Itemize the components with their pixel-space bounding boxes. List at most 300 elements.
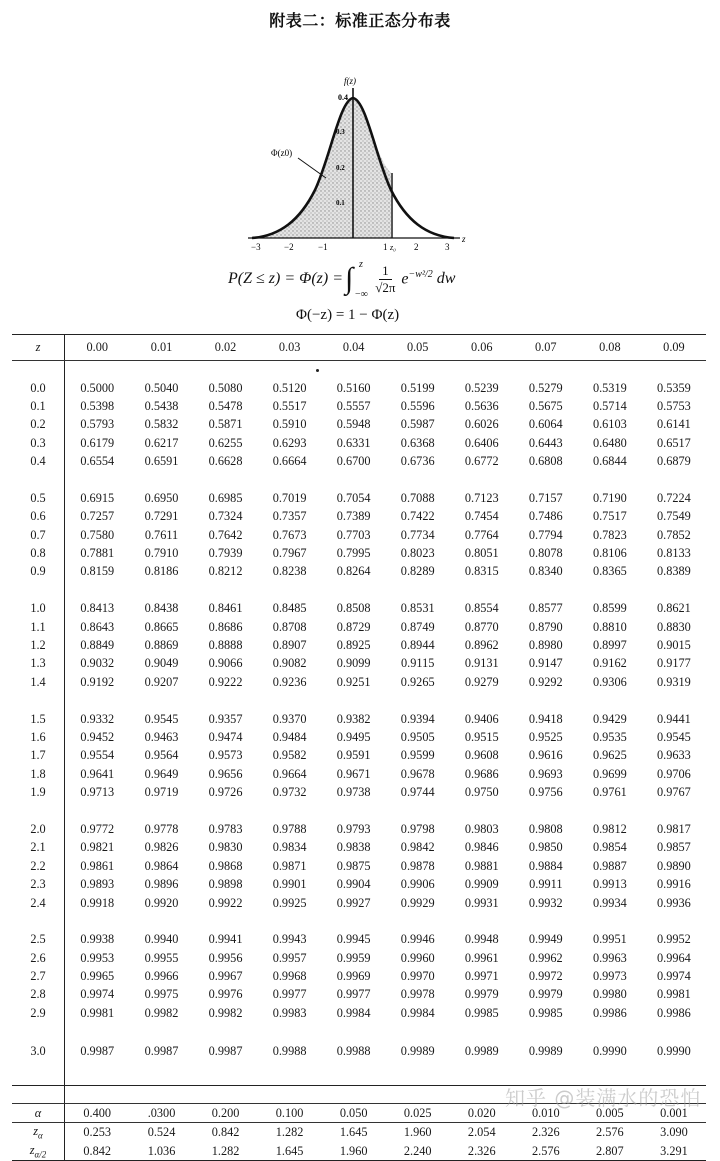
z-alpha-value: 1.960 bbox=[403, 1125, 432, 1140]
alpha-value: 0.010 bbox=[514, 1104, 578, 1123]
probability-cell: 0.9554 bbox=[80, 748, 115, 763]
probability-cell: 0.9951 bbox=[592, 932, 627, 947]
table-row bbox=[12, 728, 706, 746]
page-title: 附表二：标准正态分布表 bbox=[269, 11, 451, 30]
svg-text:3: 3 bbox=[445, 242, 450, 252]
z-value: 1.9 bbox=[12, 783, 65, 801]
alpha-value: 0.025 bbox=[386, 1104, 450, 1123]
table-row bbox=[12, 452, 706, 470]
probability-cell: 0.5279 bbox=[528, 380, 563, 395]
probability-cell: 0.9985 bbox=[464, 1005, 499, 1020]
probability-cell: 0.7642 bbox=[208, 527, 243, 542]
probability-cell: 0.6443 bbox=[528, 435, 563, 450]
watermark: 知乎 @装满水的恐怕 bbox=[505, 1086, 702, 1110]
z-column-header: z bbox=[12, 335, 65, 361]
probability-cell: 0.9591 bbox=[336, 748, 371, 763]
probability-cell: 0.8577 bbox=[528, 601, 563, 616]
symmetry-formula: Φ(−z) = 1 − Φ(z) bbox=[296, 307, 400, 323]
probability-cell: 0.9525 bbox=[528, 730, 563, 744]
probability-cell: 0.8531 bbox=[400, 601, 435, 616]
probability-cell: 0.9207 bbox=[144, 674, 179, 689]
probability-cell: 0.9962 bbox=[528, 950, 563, 965]
probability-cell: 0.6664 bbox=[272, 454, 307, 469]
row-group-spacer bbox=[12, 1023, 706, 1041]
probability-cell: 0.9976 bbox=[208, 987, 243, 1002]
probability-cell: 0.9961 bbox=[464, 950, 499, 965]
probability-cell: 0.7852 bbox=[657, 527, 691, 542]
probability-cell: 0.9984 bbox=[336, 1005, 371, 1020]
svg-text:0.4: 0.4 bbox=[338, 93, 348, 102]
probability-cell: 0.9981 bbox=[80, 1005, 115, 1020]
probability-cell: 0.5871 bbox=[208, 417, 243, 432]
probability-cell: 0.9664 bbox=[272, 766, 307, 781]
probability-cell: 0.6879 bbox=[657, 454, 691, 469]
probability-cell: 0.8810 bbox=[592, 619, 627, 634]
z-alpha-value: 0.842 bbox=[211, 1125, 240, 1140]
table-row bbox=[12, 765, 706, 783]
alpha-value: 0.200 bbox=[194, 1104, 258, 1123]
probability-cell: 0.9982 bbox=[208, 1005, 243, 1020]
probability-cell: 0.9761 bbox=[592, 785, 627, 800]
z-alpha-half-value: 3.291 bbox=[642, 1142, 706, 1161]
probability-cell: 0.9099 bbox=[336, 656, 371, 671]
alpha-row bbox=[12, 1104, 706, 1123]
svg-text:0.3: 0.3 bbox=[336, 128, 345, 136]
z-value: 1.4 bbox=[12, 673, 65, 691]
probability-cell: 0.8997 bbox=[592, 638, 627, 653]
probability-cell: 0.9946 bbox=[400, 932, 435, 947]
row-group-spacer bbox=[12, 1085, 706, 1103]
table-row bbox=[12, 875, 706, 893]
probability-cell: 0.9251 bbox=[336, 674, 371, 689]
probability-cell: 0.9922 bbox=[208, 895, 243, 910]
probability-cell: 0.9564 bbox=[144, 748, 179, 763]
probability-cell: 0.9798 bbox=[400, 821, 435, 836]
probability-cell: 0.5359 bbox=[657, 380, 691, 395]
table-row bbox=[12, 820, 706, 838]
probability-cell: 0.5910 bbox=[272, 417, 307, 432]
integral-sign: ∫ z −∞ bbox=[345, 259, 368, 300]
probability-cell: 0.9744 bbox=[400, 785, 435, 800]
row-group-spacer bbox=[12, 692, 706, 710]
probability-cell: 0.9788 bbox=[272, 821, 307, 836]
z-value: 0.5 bbox=[12, 489, 65, 507]
probability-cell: 0.9778 bbox=[144, 821, 179, 836]
z-alpha-value: 1.645 bbox=[339, 1125, 368, 1140]
probability-cell: 0.8023 bbox=[400, 546, 435, 561]
probability-cell: 0.9988 bbox=[336, 1044, 371, 1059]
probability-cell: 0.6368 bbox=[400, 435, 435, 450]
z-alpha-value: 2.576 bbox=[596, 1125, 624, 1140]
probability-cell: 0.5948 bbox=[336, 417, 371, 432]
probability-cell: 0.9838 bbox=[336, 840, 371, 855]
column-header: 0.03 bbox=[258, 335, 322, 361]
probability-cell: 0.9162 bbox=[592, 656, 627, 671]
probability-cell: 0.6915 bbox=[80, 490, 115, 505]
probability-cell: 0.9115 bbox=[401, 656, 435, 671]
z-value: 2.9 bbox=[12, 1004, 65, 1022]
probability-cell: 0.9978 bbox=[400, 987, 435, 1002]
probability-cell: 0.9974 bbox=[657, 969, 691, 984]
z-value: 2.4 bbox=[12, 894, 65, 912]
probability-cell: 0.7794 bbox=[528, 527, 563, 542]
probability-cell: 0.9192 bbox=[80, 674, 115, 689]
probability-cell: 0.9989 bbox=[464, 1044, 499, 1059]
probability-cell: 0.9986 bbox=[592, 1005, 627, 1020]
probability-cell: 0.7734 bbox=[400, 527, 435, 542]
probability-cell: 0.9884 bbox=[528, 858, 563, 873]
probability-cell: 0.8729 bbox=[336, 619, 371, 634]
table-row bbox=[12, 636, 706, 654]
z-value: 1.5 bbox=[12, 710, 65, 728]
probability-cell: 0.9979 bbox=[464, 987, 499, 1002]
z-value: 2.2 bbox=[12, 857, 65, 875]
probability-cell: 0.9857 bbox=[657, 840, 691, 855]
probability-cell: 0.9719 bbox=[144, 785, 179, 800]
probability-cell: 0.8849 bbox=[80, 638, 115, 653]
probability-cell: 0.7422 bbox=[400, 509, 435, 524]
probability-cell: 0.8078 bbox=[528, 546, 563, 561]
row-group-spacer bbox=[12, 581, 706, 599]
probability-cell: 0.9986 bbox=[657, 1005, 691, 1020]
row-group-spacer bbox=[12, 1063, 706, 1086]
probability-cell: 0.6844 bbox=[592, 454, 627, 469]
table-row bbox=[12, 839, 706, 857]
probability-cell: 0.9931 bbox=[464, 895, 499, 910]
alpha-value: 0.400 bbox=[65, 1104, 130, 1123]
probability-cell: 0.9868 bbox=[208, 858, 243, 873]
table-row bbox=[12, 379, 706, 397]
z-value: 1.8 bbox=[12, 765, 65, 783]
probability-cell: 0.9147 bbox=[528, 656, 563, 671]
probability-cell: 0.5040 bbox=[144, 380, 179, 395]
column-header: 0.07 bbox=[514, 335, 578, 361]
probability-cell: 0.7123 bbox=[464, 490, 499, 505]
probability-cell: 0.9463 bbox=[144, 730, 179, 744]
probability-cell: 0.5438 bbox=[144, 398, 179, 413]
probability-cell: 0.5714 bbox=[592, 398, 627, 413]
table-row bbox=[12, 434, 706, 452]
normalizing-fraction: $\frac{1}{√2\pi}$ bbox=[375, 262, 396, 295]
probability-cell: 0.6772 bbox=[464, 454, 499, 469]
probability-cell: 0.9911 bbox=[529, 877, 563, 892]
probability-cell: 0.9989 bbox=[528, 1044, 563, 1059]
probability-cell: 0.9948 bbox=[464, 932, 499, 947]
row-group-spacer bbox=[12, 361, 706, 379]
probability-cell: 0.9984 bbox=[400, 1005, 435, 1020]
z-value: 1.3 bbox=[12, 655, 65, 673]
probability-cell: 0.8186 bbox=[144, 564, 179, 579]
column-header: 0.00 bbox=[65, 335, 130, 361]
probability-cell: 0.9656 bbox=[208, 766, 243, 781]
probability-cell: 0.6591 bbox=[144, 454, 179, 469]
probability-cell: 0.9279 bbox=[464, 674, 499, 689]
probability-cell: 0.9974 bbox=[80, 987, 115, 1002]
probability-cell: 0.9970 bbox=[400, 969, 435, 984]
probability-cell: 0.6985 bbox=[208, 490, 243, 505]
probability-cell: 0.9756 bbox=[528, 785, 563, 800]
probability-cell: 0.9904 bbox=[336, 877, 371, 892]
svg-text:0.2: 0.2 bbox=[336, 164, 345, 172]
z-value: 0.2 bbox=[12, 416, 65, 434]
probability-cell: 0.9906 bbox=[400, 877, 435, 892]
probability-cell: 0.9878 bbox=[400, 858, 435, 873]
probability-cell: 0.9049 bbox=[144, 656, 179, 671]
probability-cell: 0.9382 bbox=[336, 711, 371, 726]
exponential: $e^{-w^2/2}$ bbox=[401, 269, 433, 288]
probability-cell: 0.9177 bbox=[657, 656, 691, 671]
row-group-spacer bbox=[12, 802, 706, 820]
probability-cell: 0.8133 bbox=[657, 546, 691, 561]
table-row bbox=[12, 894, 706, 912]
z-value: 1.2 bbox=[12, 636, 65, 654]
z-value: 0.1 bbox=[12, 397, 65, 415]
probability-cell: 0.5199 bbox=[400, 380, 435, 395]
alpha-value: 0.005 bbox=[578, 1104, 642, 1123]
probability-cell: 0.6480 bbox=[592, 435, 627, 450]
z-alpha-value: 2.054 bbox=[467, 1125, 496, 1140]
probability-cell: 0.8106 bbox=[592, 546, 627, 561]
probability-cell: 0.5478 bbox=[208, 398, 243, 413]
probability-cell: 0.9846 bbox=[464, 840, 499, 855]
probability-cell: 0.7967 bbox=[272, 546, 307, 561]
probability-cell: 0.5000 bbox=[80, 380, 115, 395]
probability-cell: 0.5239 bbox=[464, 380, 499, 395]
probability-cell: 0.9916 bbox=[657, 877, 691, 892]
column-header: 0.08 bbox=[578, 335, 642, 361]
probability-cell: 0.9854 bbox=[592, 840, 627, 855]
probability-cell: 0.6517 bbox=[657, 435, 691, 450]
probability-cell: 0.9793 bbox=[336, 821, 371, 836]
column-header: 0.04 bbox=[322, 335, 386, 361]
probability-cell: 0.8749 bbox=[400, 619, 435, 634]
probability-cell: 0.9545 bbox=[144, 711, 179, 726]
probability-cell: 0.8365 bbox=[592, 564, 627, 579]
z-value: 0.9 bbox=[12, 563, 65, 581]
probability-cell: 0.9738 bbox=[336, 785, 371, 800]
z-value: 1.0 bbox=[12, 600, 65, 618]
z-value: 2.7 bbox=[12, 967, 65, 985]
probability-cell: 0.9989 bbox=[400, 1044, 435, 1059]
probability-cell: 0.8438 bbox=[144, 601, 179, 616]
probability-cell: 0.8686 bbox=[208, 619, 243, 634]
probability-cell: 0.9893 bbox=[80, 877, 115, 892]
probability-cell: 0.9881 bbox=[464, 858, 499, 873]
probability-cell: 0.9319 bbox=[657, 674, 691, 689]
z-value: 1.7 bbox=[12, 747, 65, 765]
probability-cell: 0.9441 bbox=[657, 711, 691, 726]
probability-cell: 0.9934 bbox=[592, 895, 627, 910]
alpha-value: 0.100 bbox=[258, 1104, 322, 1123]
alpha-value: 0.001 bbox=[642, 1104, 706, 1123]
table-row bbox=[12, 986, 706, 1004]
z-alpha-half-value: 0.842 bbox=[65, 1142, 130, 1161]
probability-cell: 0.9545 bbox=[657, 730, 691, 744]
probability-cell: 0.8554 bbox=[464, 601, 499, 616]
z-value: 1.6 bbox=[12, 728, 65, 746]
cdf-formula bbox=[228, 259, 528, 300]
z-alpha-half-value: 1.282 bbox=[194, 1142, 258, 1161]
probability-cell: 0.7611 bbox=[144, 527, 179, 542]
probability-cell: 0.6026 bbox=[464, 417, 499, 432]
column-header: 0.09 bbox=[642, 335, 706, 361]
probability-cell: 0.9972 bbox=[528, 969, 563, 984]
table-row bbox=[12, 967, 706, 985]
probability-cell: 0.9861 bbox=[80, 858, 115, 873]
column-header: 0.05 bbox=[386, 335, 450, 361]
probability-cell: 0.9959 bbox=[336, 950, 371, 965]
differential: dw bbox=[436, 270, 456, 287]
probability-cell: 0.6950 bbox=[144, 490, 179, 505]
svg-text:0.1: 0.1 bbox=[336, 199, 345, 207]
probability-cell: 0.9678 bbox=[400, 766, 435, 781]
probability-cell: 0.9418 bbox=[528, 711, 563, 726]
probability-cell: 0.8212 bbox=[208, 564, 243, 579]
probability-cell: 0.8485 bbox=[272, 601, 307, 616]
probability-cell: 0.9988 bbox=[272, 1044, 307, 1059]
probability-cell: 0.6736 bbox=[400, 454, 435, 469]
probability-cell: 0.9817 bbox=[657, 821, 691, 836]
column-header: 0.06 bbox=[450, 335, 514, 361]
probability-cell: 0.9920 bbox=[144, 895, 179, 910]
probability-cell: 0.9452 bbox=[80, 730, 115, 744]
svg-text:2: 2 bbox=[414, 242, 419, 252]
probability-cell: 0.9963 bbox=[592, 950, 627, 965]
probability-cell: 0.9505 bbox=[400, 730, 435, 744]
probability-cell: 0.9535 bbox=[592, 730, 627, 744]
probability-cell: 0.9370 bbox=[272, 711, 307, 726]
table-row bbox=[12, 618, 706, 636]
probability-cell: 0.8907 bbox=[272, 638, 307, 653]
z-value: 3.0 bbox=[12, 1041, 65, 1063]
column-header: 0.01 bbox=[130, 335, 194, 361]
probability-cell: 0.9306 bbox=[592, 674, 627, 689]
probability-cell: 0.9649 bbox=[144, 766, 179, 781]
table-row bbox=[12, 397, 706, 415]
probability-cell: 0.7486 bbox=[528, 509, 563, 524]
z-value: 2.1 bbox=[12, 839, 65, 857]
probability-cell: 0.9608 bbox=[464, 748, 499, 763]
probability-cell: 0.8461 bbox=[208, 601, 243, 616]
probability-cell: 0.9821 bbox=[80, 840, 115, 855]
probability-cell: 0.8830 bbox=[657, 619, 691, 634]
probability-cell: 0.9953 bbox=[80, 950, 115, 965]
probability-cell: 0.9429 bbox=[592, 711, 627, 726]
probability-cell: 0.8389 bbox=[657, 564, 691, 579]
probability-cell: 0.9641 bbox=[80, 766, 115, 781]
probability-cell: 0.9925 bbox=[272, 895, 307, 910]
probability-cell: 0.5596 bbox=[400, 398, 435, 413]
probability-cell: 0.9812 bbox=[592, 821, 627, 836]
svg-text:Φ(z0): Φ(z0) bbox=[271, 148, 293, 158]
z-alpha-value: 3.090 bbox=[660, 1125, 688, 1140]
probability-cell: 0.7454 bbox=[464, 509, 499, 524]
alpha-value: 0.050 bbox=[322, 1104, 386, 1123]
probability-cell: 0.6628 bbox=[208, 454, 243, 469]
probability-cell: 0.9625 bbox=[592, 748, 627, 763]
probability-cell: 0.6293 bbox=[272, 435, 307, 450]
probability-cell: 0.9082 bbox=[272, 656, 307, 671]
probability-cell: 0.8289 bbox=[400, 564, 435, 579]
z-alpha-half-value: 2.326 bbox=[450, 1142, 514, 1161]
probability-cell: 0.7517 bbox=[592, 509, 627, 524]
column-header: 0.02 bbox=[194, 335, 258, 361]
probability-cell: 0.9929 bbox=[400, 895, 435, 910]
probability-cell: 0.9965 bbox=[80, 969, 115, 984]
probability-cell: 0.7673 bbox=[272, 527, 307, 542]
alpha-value: 0.020 bbox=[450, 1104, 514, 1123]
z-alpha-value: 0.524 bbox=[147, 1125, 176, 1140]
probability-cell: 0.9515 bbox=[464, 730, 499, 744]
probability-cell: 0.7357 bbox=[272, 509, 307, 524]
probability-cell: 0.9985 bbox=[528, 1005, 563, 1020]
probability-cell: 0.7823 bbox=[592, 527, 627, 542]
table-row bbox=[12, 710, 706, 728]
table-row bbox=[12, 526, 706, 544]
z-value: 2.0 bbox=[12, 820, 65, 838]
probability-cell: 0.9982 bbox=[144, 1005, 179, 1020]
probability-cell: 0.9957 bbox=[272, 950, 307, 965]
normal-curve-plot bbox=[240, 70, 490, 260]
probability-cell: 0.5753 bbox=[657, 398, 691, 413]
probability-cell: 0.9686 bbox=[464, 766, 499, 781]
row-group-spacer bbox=[12, 912, 706, 930]
probability-cell: 0.9987 bbox=[144, 1044, 179, 1059]
probability-cell: 0.6406 bbox=[464, 435, 499, 450]
probability-cell: 0.9966 bbox=[144, 969, 179, 984]
probability-cell: 0.9890 bbox=[657, 858, 691, 873]
z-value: 2.6 bbox=[12, 949, 65, 967]
alpha-label: α bbox=[12, 1104, 65, 1123]
row-group-spacer bbox=[12, 471, 706, 489]
z-value: 0.0 bbox=[12, 379, 65, 397]
svg-text:f(z): f(z) bbox=[344, 76, 356, 86]
probability-cell: 0.7703 bbox=[336, 527, 371, 542]
probability-cell: 0.9783 bbox=[208, 821, 243, 836]
probability-cell: 0.9979 bbox=[528, 987, 563, 1002]
z-value: 0.7 bbox=[12, 526, 65, 544]
probability-cell: 0.9699 bbox=[592, 766, 627, 781]
alpha-value: .0300 bbox=[130, 1104, 194, 1123]
probability-cell: 0.9474 bbox=[208, 730, 243, 744]
probability-cell: 0.9960 bbox=[400, 950, 435, 965]
probability-cell: 0.5557 bbox=[336, 398, 371, 413]
probability-cell: 0.8944 bbox=[400, 638, 435, 653]
table-header-row bbox=[12, 335, 706, 361]
probability-cell: 0.9706 bbox=[657, 766, 691, 781]
probability-cell: 0.9726 bbox=[208, 785, 243, 800]
probability-cell: 0.7764 bbox=[464, 527, 499, 542]
probability-cell: 0.5517 bbox=[272, 398, 307, 413]
probability-cell: 0.9826 bbox=[144, 840, 179, 855]
probability-cell: 0.8770 bbox=[464, 619, 499, 634]
z-value: 2.5 bbox=[12, 931, 65, 949]
table-row bbox=[12, 783, 706, 801]
probability-cell: 0.9952 bbox=[657, 932, 691, 947]
probability-cell: 0.9969 bbox=[336, 969, 371, 984]
table-body bbox=[12, 361, 706, 1104]
z-alpha-half-value: 1.036 bbox=[130, 1142, 194, 1161]
probability-cell: 0.5080 bbox=[208, 380, 243, 395]
probability-cell: 0.8980 bbox=[528, 638, 563, 653]
z-value: 2.3 bbox=[12, 875, 65, 893]
probability-cell: 0.6331 bbox=[336, 435, 371, 450]
table-row bbox=[12, 489, 706, 507]
table-row bbox=[12, 747, 706, 765]
z-alpha-half-value: 2.576 bbox=[514, 1142, 578, 1161]
probability-cell: 0.7157 bbox=[528, 490, 563, 505]
svg-text:−2: −2 bbox=[284, 242, 294, 252]
